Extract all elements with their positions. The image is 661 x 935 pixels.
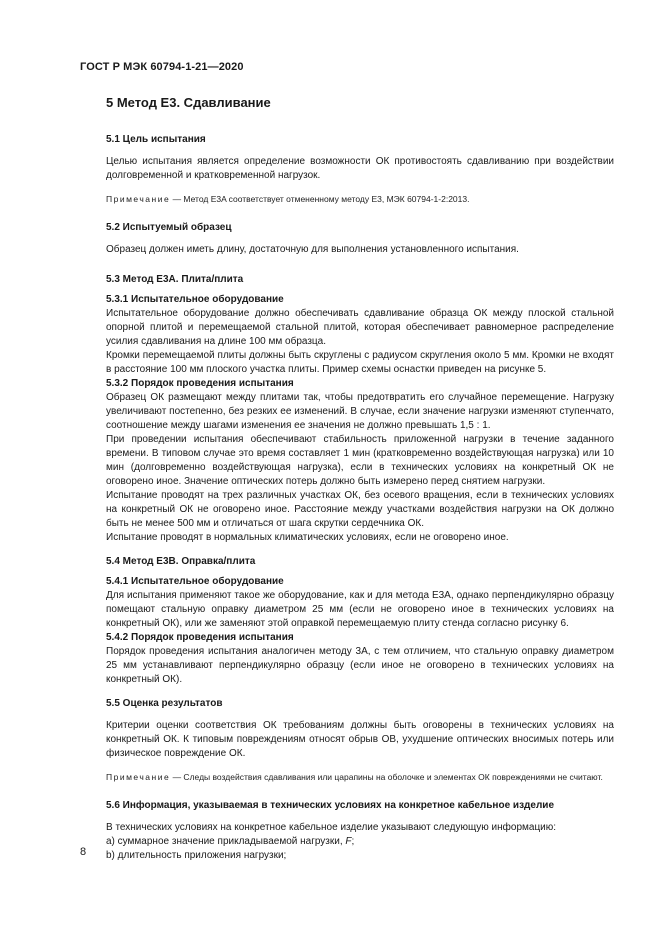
- list-item-a-end: ;: [351, 836, 355, 847]
- paragraph-5-5: Критерии оценки соответствия ОК требованиям должны быть оговорены в технических условиях на конкретный ОК. К типовым повреждениям относят обрыв ОВ, ухудшение оптических вносимых потерь или физическое повреждение ОК.: [106, 720, 614, 759]
- paragraph-5-4-1: Для испытания применяют такое же оборудование, как и для метода E3A, однако перпендикулярно образцу помещают стальную оправку диаметром 25 мм (если не оговорено иное в технических условиях на конкретный ОК), или же заменяют этой оправкой перемещаемую плиту стенда согласно рисунку 6.: [106, 590, 614, 629]
- subsection-title-5-3: 5.3 Метод E3A. Плита/плита: [106, 274, 244, 285]
- note-text: — Метод E3A соответствует отмененному методу E3, МЭК 60794-1-2:2013.: [170, 194, 470, 204]
- document-body: [106, 95, 614, 863]
- subsection-title-5-6: 5.6 Информация, указываемая в технических условиях на конкретное кабельное изделие: [106, 800, 555, 811]
- note-label: Примечание: [106, 772, 171, 782]
- clause-title-5-4-2: 5.4.2 Порядок проведения испытания: [106, 632, 294, 643]
- subsection-title-5-4: 5.4 Метод E3B. Оправка/плита: [106, 556, 256, 567]
- clause-title-5-3-2: 5.3.2 Порядок проведения испытания: [106, 378, 294, 389]
- subsection-title-5-2: 5.2 Испытуемый образец: [106, 222, 232, 233]
- paragraph-5-3-2-b: При проведении испытания обеспечивают стабильность приложенной нагрузки в течение заданного времени. В типовом случае это время составляет 1 мин (кратковременно воздействующая нагрузка) или 10 мин (долговременно воздействующая нагрузка), если в технических условиях на конкретный ОК не оговорено иное. Значение оптических потерь должно быть измерено перед снятием нагрузки.: [106, 434, 614, 487]
- paragraph-5-3-2-c: Испытание проводят на трех различных участках ОК, без осевого вращения, если в технических условиях на конкретный ОК не оговорено иное. Расстояние между участками воздействия нагрузки на ОК должно быть не менее 500 мм и отличаться от шага скрутки сердечника ОК.: [106, 490, 614, 529]
- document-header: ГОСТ Р МЭК 60794-1-21—2020: [80, 61, 244, 73]
- page-number: 8: [80, 846, 87, 858]
- paragraph-5-6: В технических условиях на конкретное кабельное изделие указывают следующую информацию:: [106, 822, 557, 833]
- list-item-b: b) длительность приложения нагрузки;: [106, 850, 287, 861]
- paragraph-5-3-2-a: Образец ОК размещают между плитами так, чтобы предотвратить его случайное перемещение. Нагрузку увеличивают постепенно, без резких ее изменений. В случае, если значение нагрузки изменяют ступенчато, соотношение между шагами изменения ее значения не должно превышать 1,5 : 1.: [106, 392, 614, 431]
- paragraph-5-3-1-a: Испытательное оборудование должно обеспечивать сдавливание образца ОК между плоской стальной опорной плитой и перемещаемой стальной плитой, которая обеспечивает равномерное распределение усилия сдавливания на длине 100 мм образца.: [106, 308, 614, 347]
- variable-f: F: [345, 836, 352, 847]
- paragraph-5-1: Целью испытания является определение возможности ОК противостоять сдавливанию при воздействии долговременной и кратковременной нагрузок.: [106, 156, 614, 181]
- clause-title-5-4-1: 5.4.1 Испытательное оборудование: [106, 576, 284, 587]
- section-title: 5 Метод E3. Сдавливание: [106, 95, 271, 110]
- note-text: — Следы воздействия сдавливания или царапины на оболочке и элементах ОК повреждениями не считают.: [170, 772, 603, 782]
- note-label: Примечание: [106, 194, 171, 204]
- paragraph-5-3-2-d: Испытание проводят в нормальных климатических условиях, если не оговорено иное.: [106, 532, 509, 543]
- list-item-a-text: a) суммарное значение прикладываемой нагрузки,: [106, 836, 346, 847]
- subsection-title-5-1: 5.1 Цель испытания: [106, 134, 206, 145]
- subsection-title-5-5: 5.5 Оценка результатов: [106, 698, 223, 709]
- note-5-1: [106, 193, 614, 205]
- paragraph-5-4-2: Порядок проведения испытания аналогичен методу 3A, с тем отличием, что стальную оправку диаметром 25 мм устанавливают перпендикулярно образцу (если иное не оговорено в технических условиях на конкретный ОК).: [106, 646, 614, 685]
- paragraph-5-2: Образец должен иметь длину, достаточную для выполнения установленного испытания.: [106, 244, 519, 255]
- note-5-5: [106, 771, 614, 783]
- paragraph-5-3-1-b: Кромки перемещаемой плиты должны быть скруглены с радиусом скругления около 5 мм. Кромки не входят в расстояние 100 мм плоского участка плиты. Пример схемы оснастки приведен на рисунке 5.: [106, 350, 614, 375]
- list-item-a: [106, 835, 614, 849]
- clause-title-5-3-1: 5.3.1 Испытательное оборудование: [106, 294, 284, 305]
